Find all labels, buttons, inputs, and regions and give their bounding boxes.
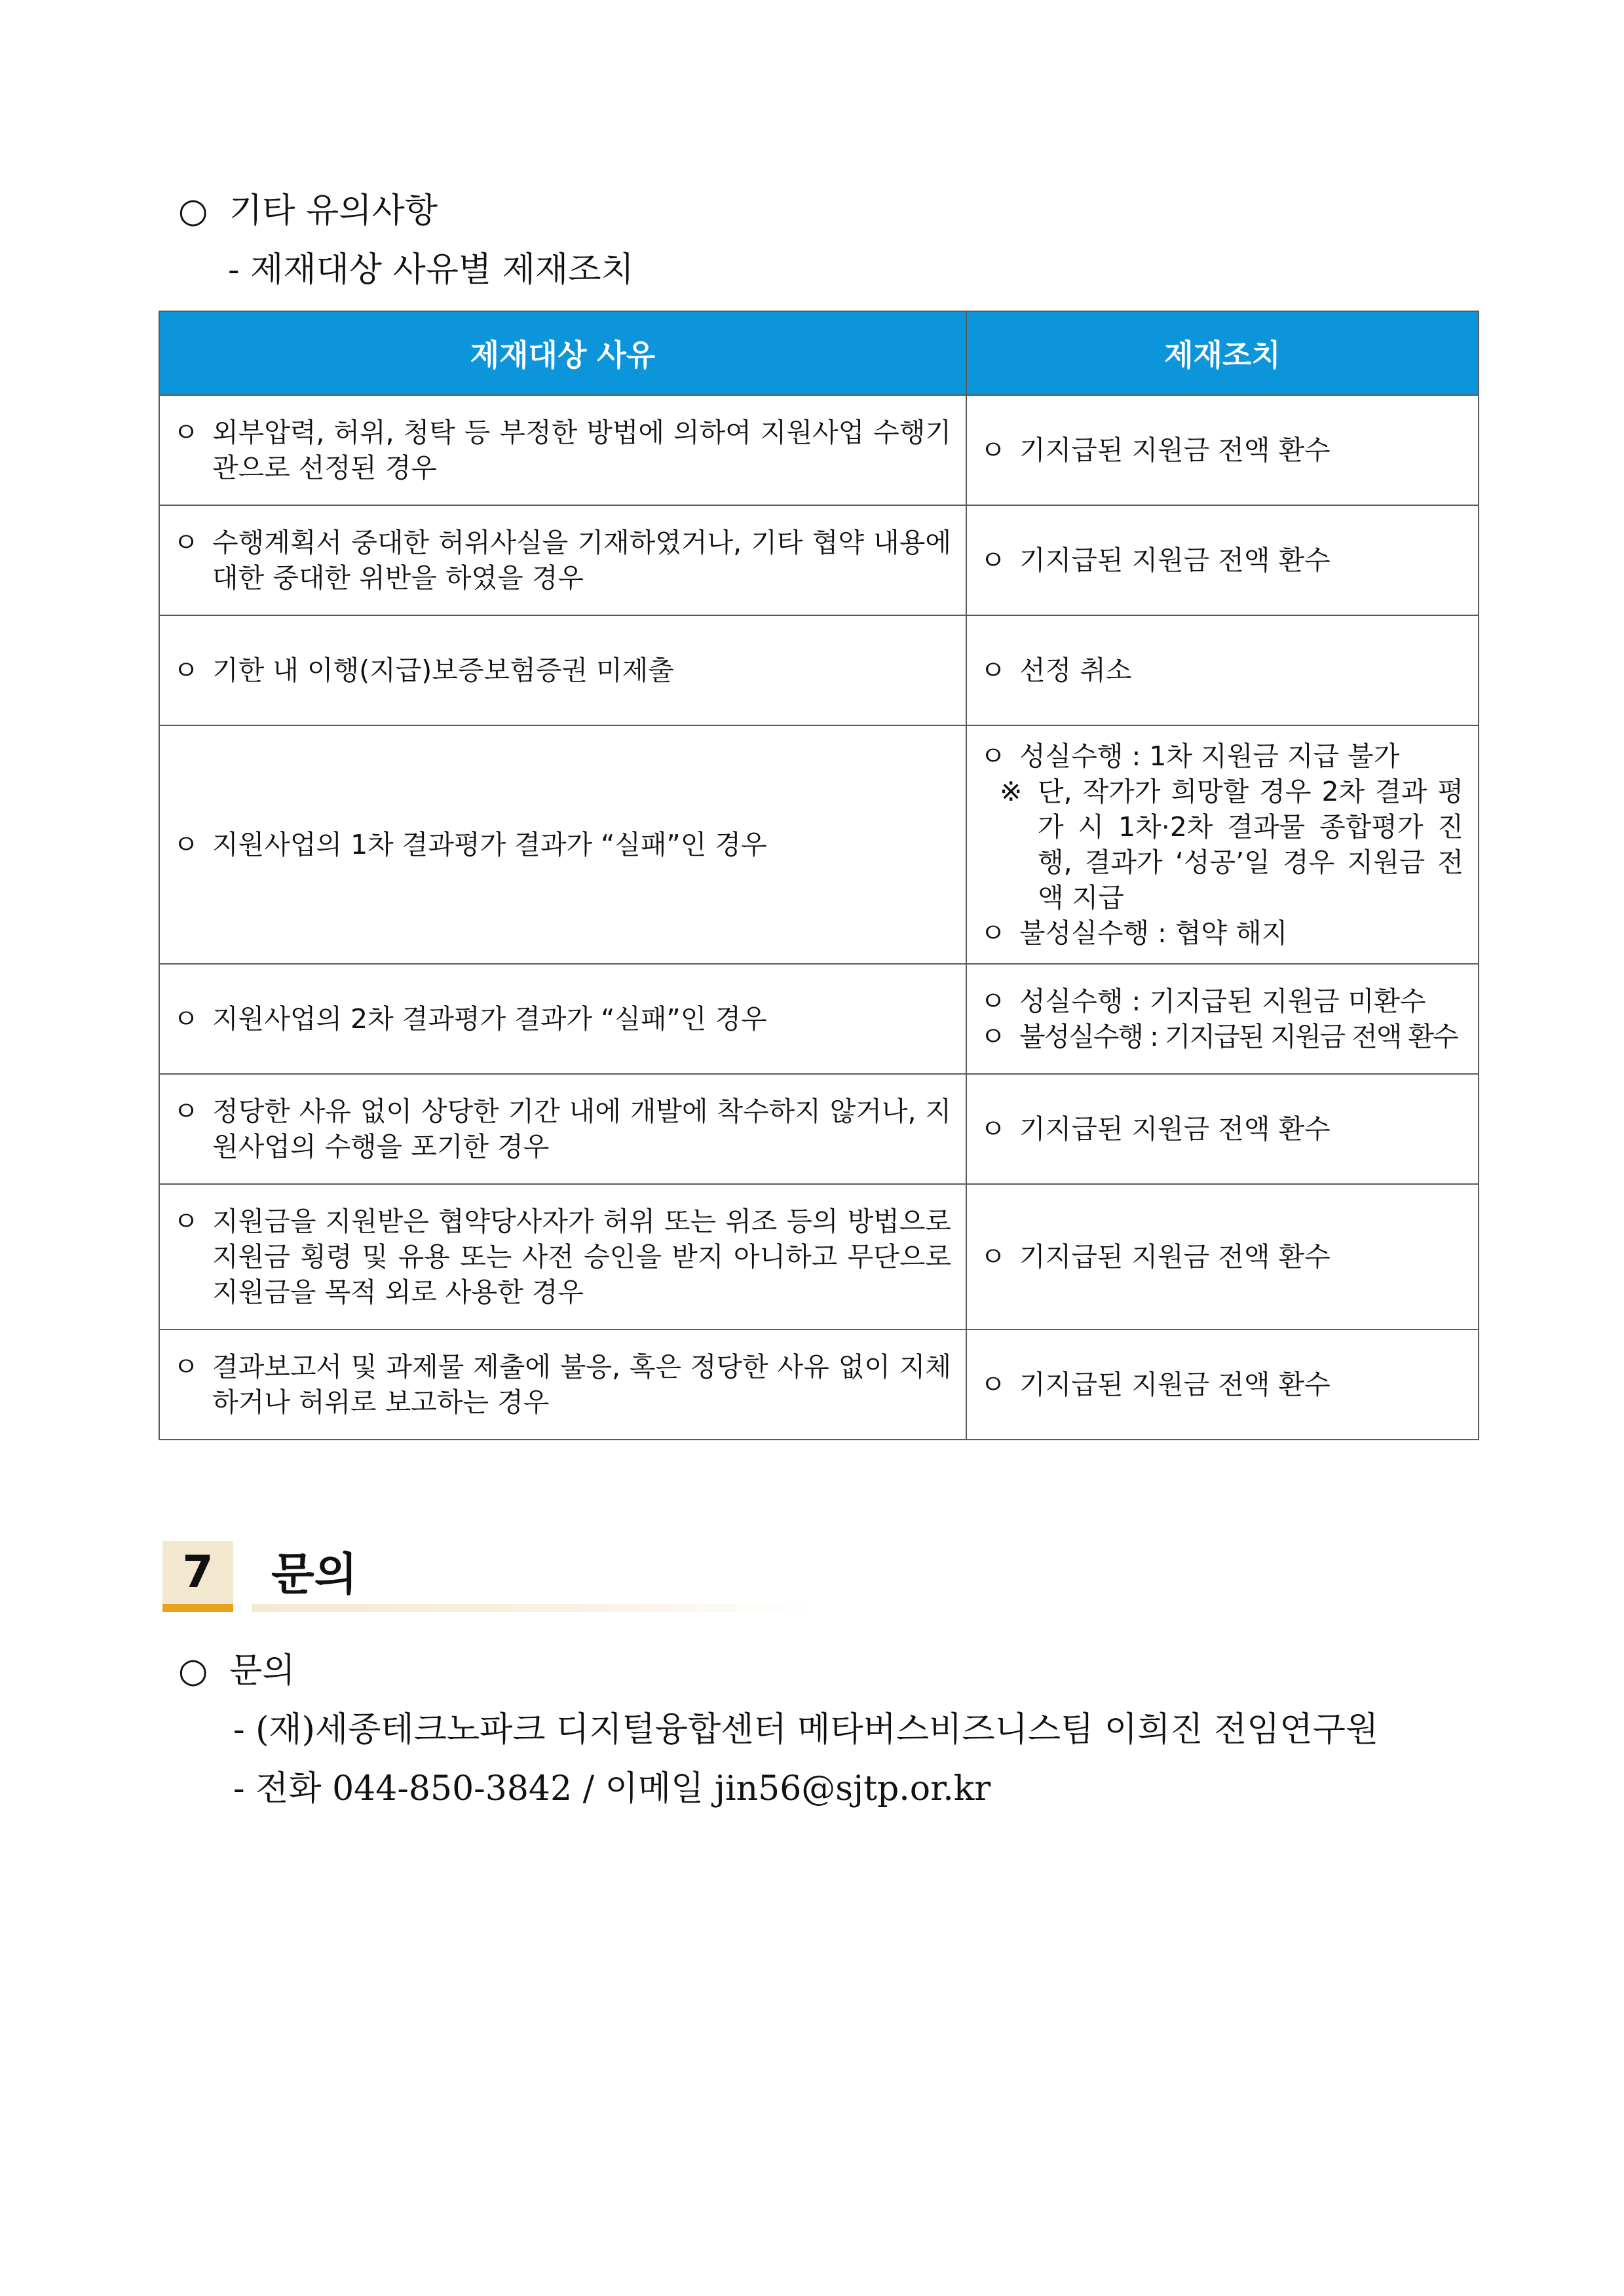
contact-heading-text: 문의 (229, 1651, 295, 1691)
bullet-icon: ㅇ (173, 655, 199, 686)
bullet-icon: ㅇ (173, 829, 199, 860)
reason-cell (159, 725, 966, 964)
bullet-icon: ㅇ (980, 1113, 1006, 1145)
reason-cell (159, 1074, 966, 1184)
contact-heading (178, 1651, 295, 1691)
action-cell (966, 1074, 1479, 1184)
table-row (159, 1330, 1479, 1440)
table-row (159, 1074, 1479, 1184)
table-row (159, 505, 1479, 615)
reason-text: 지원사업의 1차 결과평가 결과가 “실패”인 경우 (212, 829, 767, 860)
action-text: 선정 취소 (1019, 655, 1132, 686)
reason-cell (159, 1330, 966, 1440)
reason-text: 수행계획서 중대한 허위사실을 기재하였거나, 기타 협약 내용에 대한 중대한 위반을 하였을 경우 (212, 527, 951, 594)
bullet-icon: ㅇ (980, 985, 1006, 1017)
bullet-icon: ㅇ (173, 1206, 199, 1237)
bullet-icon: ㅇ (980, 917, 1006, 949)
table-row (159, 615, 1479, 725)
action-cell (966, 505, 1479, 615)
action-text: 성실수행 : 기지급된 지원금 미환수 (1019, 985, 1426, 1017)
bullet-icon: ㅇ (980, 1241, 1006, 1272)
bullet-icon: ㅇ (173, 1003, 199, 1035)
bullet-icon: ㅇ (173, 1096, 199, 1127)
notes-heading-text: 기타 유의사항 (229, 191, 438, 231)
header-action: 제재조치 (966, 311, 1479, 395)
action-cell (966, 725, 1479, 964)
bullet-icon: ㅇ (980, 545, 1006, 576)
action-text: 기지급된 지원금 전액 환수 (1019, 434, 1331, 466)
bullet-icon: ㅇ (980, 655, 1006, 686)
bullet-circle-icon: ○ (178, 191, 208, 231)
reason-text: 지원금을 지원받은 협약당사자가 허위 또는 위조 등의 방법으로 지원금 횡령 및 유용 또는 사전 승인을 받지 아니하고 무단으로 지원금을 목적 외로 사용한 경우 (212, 1206, 951, 1308)
sanction-table (159, 311, 1479, 1440)
section-title: 문의 (271, 1549, 358, 1601)
bullet-icon: ㅇ (980, 740, 1006, 772)
action-note-text: 단, 작가가 희망할 경우 2차 결과 평가 시 1차·2차 결과물 종합평가 진행, 결과가 ‘성공’일 경우 지원금 전액 지급 (1038, 776, 1463, 913)
contact-organization: - (재)세종테크노파크 디지털융합센터 메타버스비즈니스팀 이희진 전임연구원 (233, 1710, 1379, 1750)
bullet-icon: ㅇ (980, 434, 1006, 466)
action-cell (966, 1184, 1479, 1330)
table-row (159, 964, 1479, 1074)
bullet-icon: ㅇ (173, 527, 199, 558)
reason-cell (159, 964, 966, 1074)
reason-text: 기한 내 이행(지급)보증보험증권 미제출 (212, 655, 674, 686)
action-text: 기지급된 지원금 전액 환수 (1019, 1369, 1331, 1400)
notes-heading (178, 191, 438, 231)
action-cell (966, 615, 1479, 725)
action-text: 불성실수행 : 기지급된 지원금 전액 환수 (1019, 1021, 1458, 1052)
bullet-icon: ㅇ (173, 417, 199, 448)
action-text: 기지급된 지원금 전액 환수 (1019, 1113, 1331, 1145)
reason-cell (159, 615, 966, 725)
action-cell (966, 395, 1479, 505)
contact-phone-email: - 전화 044-850-3842 / 이메일 jin56@sjtp.or.kr (233, 1769, 991, 1808)
action-cell (966, 964, 1479, 1074)
reason-text: 정당한 사유 없이 상당한 기간 내에 개발에 착수하지 않거나, 지원사업의 수행을 포기한 경우 (212, 1096, 951, 1162)
action-text: 성실수행 : 1차 지원금 지급 불가 (1019, 740, 1400, 772)
reason-text: 결과보고서 및 과제물 제출에 불응, 혹은 정당한 사유 없이 지체하거나 허위로 보고하는 경우 (212, 1351, 951, 1418)
action-text: 기지급된 지원금 전액 환수 (1019, 1241, 1331, 1272)
note-mark-icon: ※ (1000, 776, 1023, 807)
bullet-circle-icon: ○ (178, 1651, 208, 1691)
bullet-icon: ㅇ (980, 1369, 1006, 1400)
bullet-icon: ㅇ (980, 1021, 1005, 1052)
action-text: 불성실수행 : 협약 해지 (1019, 917, 1288, 949)
action-cell (966, 1330, 1479, 1440)
action-text: 기지급된 지원금 전액 환수 (1019, 545, 1331, 576)
reason-cell (159, 1184, 966, 1330)
table-row (159, 395, 1479, 505)
notes-subheading: - 제재대상 사유별 제재조치 (228, 250, 634, 290)
section-title-underline (252, 1604, 815, 1612)
reason-text: 지원사업의 2차 결과평가 결과가 “실패”인 경우 (212, 1003, 767, 1035)
bullet-icon: ㅇ (173, 1351, 199, 1383)
header-reason: 제재대상 사유 (159, 311, 966, 395)
table-header-row (159, 311, 1479, 395)
reason-cell (159, 505, 966, 615)
table-row (159, 1184, 1479, 1330)
reason-cell (159, 395, 966, 505)
table-row (159, 725, 1479, 964)
reason-text: 외부압력, 허위, 청탁 등 부정한 방법에 의하여 지원사업 수행기관으로 선정된 경우 (212, 417, 951, 484)
section-number-badge: 7 (162, 1541, 233, 1612)
